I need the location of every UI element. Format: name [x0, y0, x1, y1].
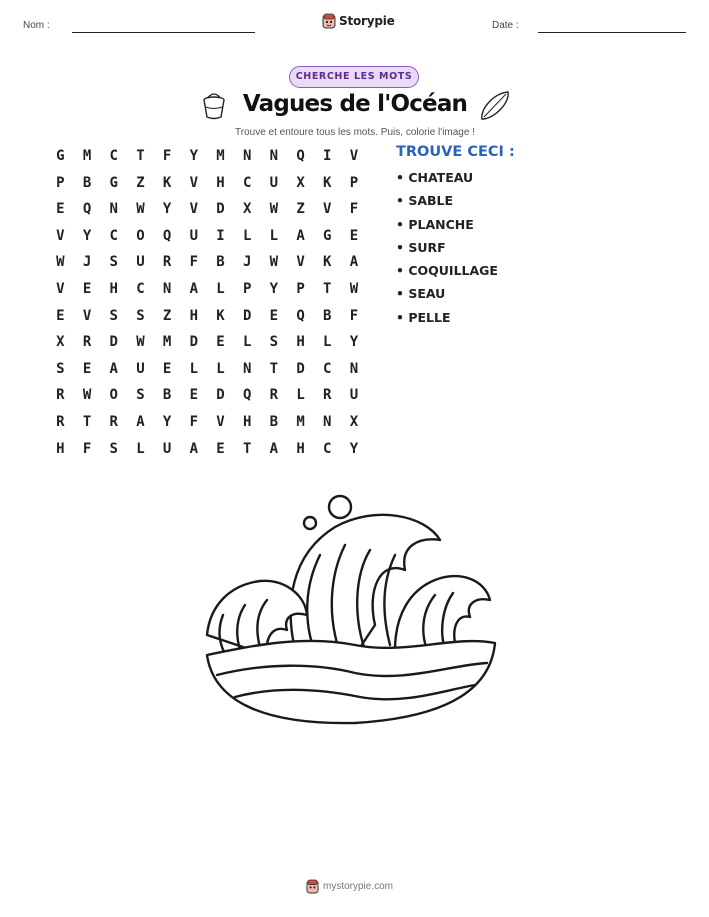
grid-cell[interactable]: U	[136, 254, 145, 271]
storypie-mascot-icon	[306, 879, 319, 894]
grid-cell[interactable]: S	[109, 307, 118, 324]
grid-cell[interactable]: R	[323, 387, 332, 404]
grid-cell[interactable]: B	[82, 174, 92, 191]
grid-cell[interactable]: B	[323, 307, 332, 324]
grid-cell[interactable]: K	[323, 174, 332, 191]
grid-cell[interactable]: D	[216, 387, 225, 404]
word-list-item: • SEAU	[396, 286, 446, 302]
grid-cell[interactable]: L	[242, 334, 252, 351]
grid-cell[interactable]: A	[136, 413, 145, 430]
grid-cell[interactable]: A	[189, 280, 198, 297]
grid-cell[interactable]: D	[216, 201, 225, 218]
grid-cell[interactable]: V	[216, 413, 225, 430]
word-list-item: • COQUILLAGE	[396, 263, 498, 279]
grid-cell[interactable]: A	[189, 440, 198, 457]
grid-cell[interactable]: C	[242, 174, 252, 191]
grid-cell[interactable]: Y	[349, 440, 359, 457]
grid-cell[interactable]: M	[216, 148, 225, 164]
grid-cell[interactable]: R	[56, 387, 65, 404]
grid-cell[interactable]: W	[82, 387, 92, 404]
grid-cell[interactable]: F	[82, 440, 92, 457]
word-list	[396, 170, 498, 333]
grid-cell[interactable]: V	[323, 201, 332, 218]
grid-cell[interactable]: H	[109, 280, 118, 297]
grid-cell[interactable]: Z	[136, 174, 145, 191]
grid-cell[interactable]: C	[323, 360, 332, 377]
grid-cell[interactable]: E	[56, 307, 65, 324]
grid-cell[interactable]: E	[216, 334, 225, 351]
grid-cell[interactable]: V	[189, 201, 198, 218]
grid-cell[interactable]: R	[82, 334, 92, 351]
brand-logo	[322, 13, 395, 29]
grid-cell[interactable]: N	[269, 148, 279, 164]
grid-row	[47, 303, 367, 330]
grid-cell[interactable]: N	[242, 148, 252, 164]
grid-cell[interactable]: S	[109, 440, 118, 457]
name-line[interactable]	[72, 32, 255, 33]
grid-cell[interactable]: Y	[349, 334, 359, 351]
grid-cell[interactable]: E	[269, 307, 279, 324]
grid-cell[interactable]: Y	[82, 227, 92, 244]
grid-cell[interactable]: H	[189, 307, 198, 324]
grid-cell[interactable]: E	[82, 360, 92, 377]
brand-name: Storypie	[339, 14, 395, 28]
grid-cell[interactable]: J	[82, 254, 92, 271]
grid-cell[interactable]: W	[269, 201, 279, 218]
grid-cell[interactable]: I	[323, 148, 332, 164]
grid-cell[interactable]: U	[269, 174, 279, 191]
grid-cell[interactable]: Q	[82, 201, 92, 218]
footer	[306, 879, 393, 894]
grid-cell[interactable]: X	[56, 334, 65, 351]
grid-cell[interactable]: C	[136, 280, 145, 297]
word-list-item: • PELLE	[396, 309, 451, 325]
grid-cell[interactable]: H	[242, 413, 252, 430]
grid-cell[interactable]: P	[296, 280, 305, 297]
grid-cell[interactable]: W	[349, 280, 359, 297]
word-list-title: TROUVE CECI :	[396, 144, 515, 160]
bubble-large	[329, 496, 351, 518]
grid-cell[interactable]: V	[56, 227, 65, 244]
grid-cell[interactable]: B	[216, 254, 225, 271]
grid-cell[interactable]: Q	[162, 227, 172, 244]
grid-cell[interactable]: L	[296, 387, 305, 404]
grid-cell[interactable]: F	[162, 148, 172, 164]
grid-cell[interactable]: Q	[296, 307, 305, 324]
grid-cell[interactable]: H	[216, 174, 225, 191]
grid-cell[interactable]: E	[56, 201, 65, 218]
grid-cell[interactable]: H	[56, 440, 65, 457]
grid-cell[interactable]: A	[109, 360, 118, 377]
grid-cell[interactable]: E	[162, 360, 172, 377]
page-title: Vagues de l'Océan	[242, 91, 468, 117]
grid-cell[interactable]: W	[136, 334, 145, 351]
grid-cell[interactable]: Y	[189, 148, 198, 164]
grid-cell[interactable]: E	[349, 227, 359, 244]
grid-cell[interactable]: G	[323, 227, 332, 244]
grid-cell[interactable]: V	[296, 254, 305, 271]
grid-cell[interactable]: T	[269, 360, 279, 377]
grid-cell[interactable]: V	[56, 280, 65, 297]
grid-cell[interactable]: E	[82, 280, 92, 297]
grid-row	[47, 356, 367, 383]
grid-cell[interactable]: Y	[162, 413, 172, 430]
grid-row	[47, 196, 367, 223]
grid-cell[interactable]: L	[216, 280, 225, 297]
bucket-icon	[200, 90, 228, 122]
grid-row	[47, 436, 367, 463]
grid-cell[interactable]: F	[349, 201, 359, 218]
grid-cell[interactable]: Q	[242, 387, 252, 404]
instructions: Trouve et entoure tous les mots. Puis, colorie l'image !	[235, 127, 475, 138]
grid-cell[interactable]: U	[349, 387, 359, 404]
grid-cell[interactable]: H	[296, 440, 305, 457]
word-list-item: • SABLE	[396, 193, 454, 209]
grid-cell[interactable]: T	[82, 413, 92, 430]
grid-row	[47, 223, 367, 250]
sea-base	[207, 641, 495, 723]
grid-cell[interactable]: A	[296, 227, 305, 244]
grid-cell[interactable]: P	[56, 174, 65, 191]
grid-cell[interactable]: B	[269, 413, 279, 430]
grid-cell[interactable]: S	[109, 254, 118, 271]
grid-cell[interactable]: R	[56, 413, 65, 430]
grid-row	[47, 329, 367, 356]
grid-cell[interactable]: S	[269, 334, 279, 351]
grid-cell[interactable]: G	[109, 174, 118, 191]
grid-row	[47, 409, 367, 436]
grid-cell[interactable]: L	[216, 360, 225, 377]
grid-cell[interactable]: G	[56, 148, 65, 164]
grid-cell[interactable]: R	[109, 413, 118, 430]
grid-cell[interactable]: X	[296, 174, 305, 191]
grid-cell[interactable]: M	[162, 334, 172, 351]
grid-cell[interactable]: Y	[269, 280, 279, 297]
grid-row	[47, 382, 367, 409]
word-list-item: • PLANCHE	[396, 216, 474, 232]
grid-cell[interactable]: E	[189, 387, 198, 404]
grid-cell[interactable]: J	[242, 254, 252, 271]
grid-cell[interactable]: O	[109, 387, 118, 404]
grid-cell[interactable]: H	[296, 334, 305, 351]
grid-cell[interactable]: D	[109, 334, 118, 351]
grid-cell[interactable]: B	[162, 387, 172, 404]
word-search-grid	[47, 143, 367, 462]
grid-row	[47, 143, 367, 170]
name-label: Nom :	[23, 20, 50, 31]
grid-cell[interactable]: C	[109, 227, 118, 244]
grid-cell[interactable]: X	[242, 201, 252, 218]
grid-cell[interactable]: L	[242, 227, 252, 244]
grid-cell[interactable]: L	[269, 227, 279, 244]
grid-cell[interactable]: N	[242, 360, 252, 377]
grid-row	[47, 276, 367, 303]
word-list-item: • SURF	[396, 239, 446, 255]
grid-cell[interactable]: R	[162, 254, 172, 271]
grid-cell[interactable]: D	[189, 334, 198, 351]
grid-cell[interactable]: Z	[296, 201, 305, 218]
grid-cell[interactable]: Q	[296, 148, 305, 164]
grid-cell[interactable]: M	[82, 148, 92, 164]
grid-cell[interactable]: A	[349, 254, 359, 271]
grid-cell[interactable]: F	[349, 307, 359, 324]
grid-cell[interactable]: L	[323, 334, 332, 351]
grid-cell[interactable]: T	[242, 440, 252, 457]
footer-url[interactable]: mystorypie.com	[323, 881, 394, 892]
grid-cell[interactable]: T	[323, 280, 332, 297]
grid-cell[interactable]: R	[269, 387, 279, 404]
grid-row	[47, 170, 367, 197]
grid-cell[interactable]: V	[82, 307, 92, 324]
grid-cell[interactable]: L	[189, 360, 198, 377]
grid-cell[interactable]: I	[216, 227, 225, 244]
grid-cell[interactable]: V	[349, 148, 359, 164]
grid-cell[interactable]: S	[136, 387, 145, 404]
grid-cell[interactable]: D	[242, 307, 252, 324]
grid-cell[interactable]: O	[136, 227, 145, 244]
grid-cell[interactable]: K	[323, 254, 332, 271]
grid-cell[interactable]: D	[296, 360, 305, 377]
grid-cell[interactable]: U	[189, 227, 198, 244]
grid-cell[interactable]: W	[56, 254, 65, 271]
date-label: Date :	[492, 20, 519, 31]
grid-cell[interactable]: N	[323, 413, 332, 430]
grid-cell[interactable]: U	[136, 360, 145, 377]
grid-cell[interactable]: N	[162, 280, 172, 297]
grid-cell[interactable]: C	[323, 440, 332, 457]
grid-cell[interactable]: C	[109, 148, 118, 164]
storypie-mascot-icon	[322, 13, 336, 29]
grid-cell[interactable]: P	[242, 280, 252, 297]
word-list-item: • CHATEAU	[396, 170, 474, 185]
grid-cell[interactable]: W	[136, 201, 145, 218]
grid-cell[interactable]: Z	[162, 307, 172, 324]
date-line[interactable]	[538, 32, 686, 33]
grid-cell[interactable]: W	[269, 254, 279, 271]
grid-cell[interactable]: F	[189, 413, 198, 430]
grid-cell[interactable]: K	[162, 174, 172, 191]
grid-cell[interactable]: L	[136, 440, 145, 457]
grid-cell[interactable]: P	[349, 174, 359, 191]
grid-cell[interactable]: Y	[162, 201, 172, 218]
surfboard-icon	[478, 89, 512, 123]
grid-cell[interactable]: X	[349, 413, 359, 430]
grid-cell[interactable]: K	[216, 307, 225, 324]
grid-cell[interactable]: N	[349, 360, 359, 377]
grid-cell[interactable]: F	[189, 254, 198, 271]
grid-cell[interactable]: S	[56, 360, 65, 377]
grid-cell[interactable]: N	[109, 201, 118, 218]
grid-row	[47, 249, 367, 276]
activity-badge: CHERCHE LES MOTS	[289, 66, 419, 88]
bubble-small	[304, 517, 316, 529]
grid-cell[interactable]: T	[136, 148, 145, 164]
grid-cell[interactable]: E	[216, 440, 225, 457]
grid-cell[interactable]: U	[162, 440, 172, 457]
grid-cell[interactable]: V	[189, 174, 198, 191]
grid-cell[interactable]: A	[269, 440, 279, 457]
grid-cell[interactable]: M	[296, 413, 305, 430]
grid-cell[interactable]: S	[136, 307, 145, 324]
ocean-waves-illustration	[195, 485, 505, 735]
